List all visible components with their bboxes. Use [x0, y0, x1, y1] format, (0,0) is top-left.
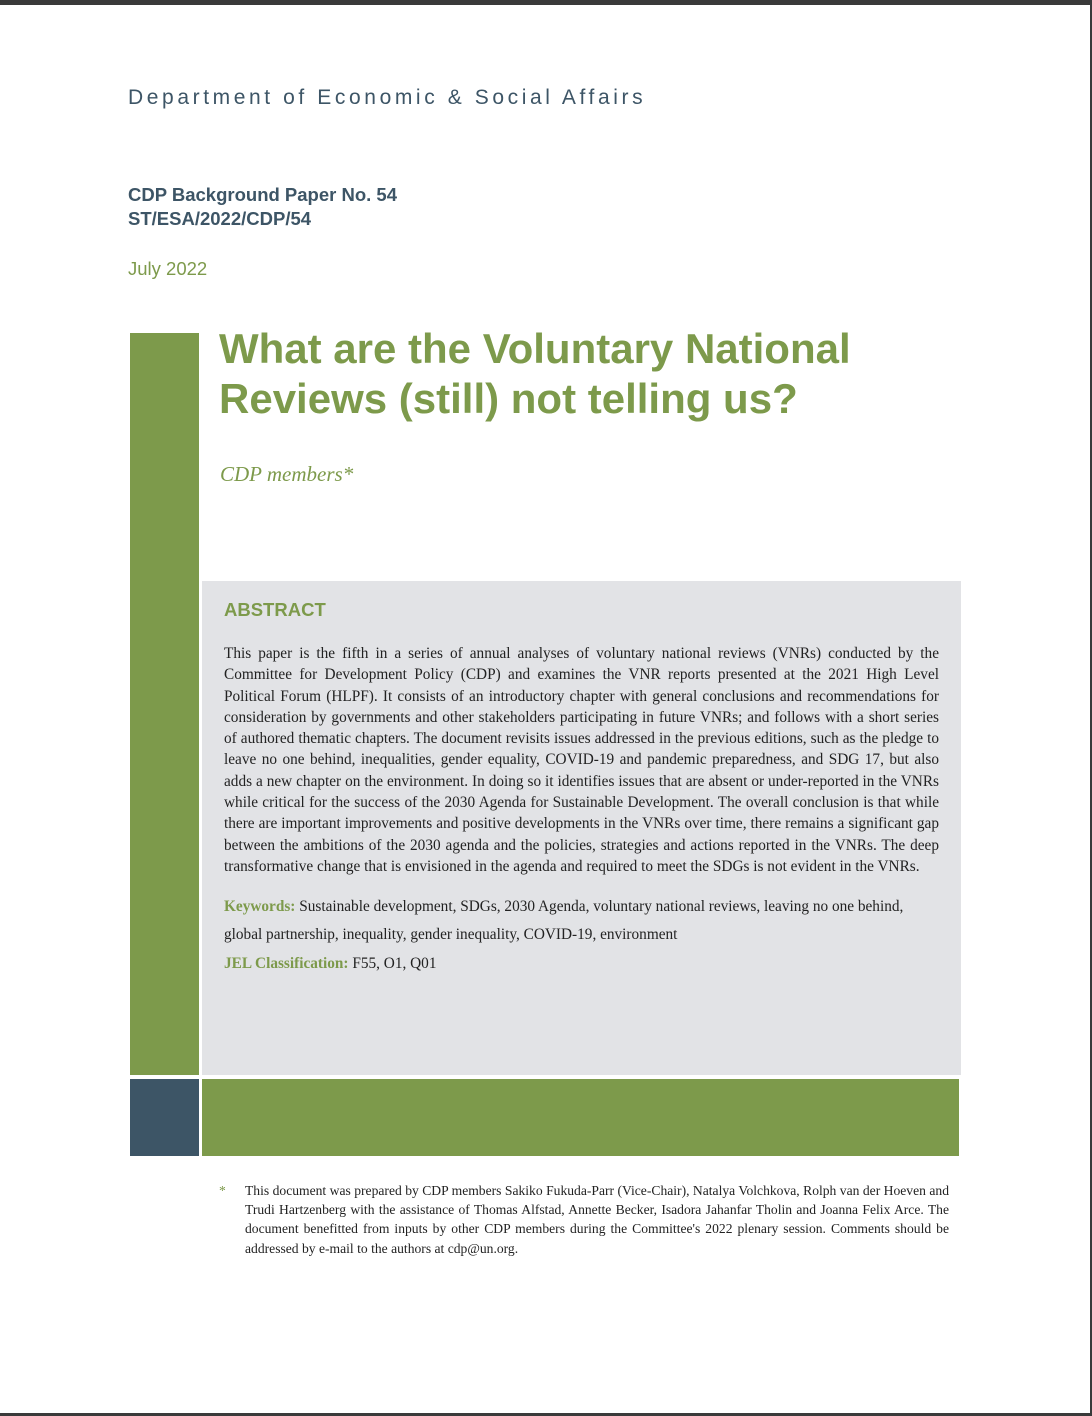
footer-green-band: [202, 1079, 959, 1156]
abstract-heading: ABSTRACT: [224, 599, 326, 620]
footnote-text: This document was prepared by CDP members Sakiko Fukuda-Parr (Vice-Chair), Natalya Volchkova, Rolph van der Hoeven and Trudi Hartzenberg with the assistance of Thomas Alfstad, Annette Becker, Isadora Jahanfar Tholin and Joanna Felix Arce. The document benefitted from inputs by other CDP members during the Committee's 2022 plenary session. Comments should be addressed by e-mail to the authors at cdp@un.org.: [245, 1183, 949, 1256]
department-name: Department of Economic & Social Affairs: [128, 86, 647, 109]
green-side-bar: [130, 333, 199, 1075]
page-title: [219, 324, 949, 424]
paper-number: CDP Background Paper No. 54: [128, 184, 398, 205]
keywords-label: Keywords:: [224, 898, 296, 916]
top-border: [0, 0, 1092, 5]
authors: CDP members*: [220, 462, 354, 486]
footer-dark-block: [130, 1079, 199, 1156]
document-code: ST/ESA/2022/CDP/54: [128, 208, 312, 229]
paper-identifier: [128, 183, 397, 231]
abstract-body: This paper is the fifth in a series of annual analyses of voluntary national reviews (VNRs) conducted by the Committee for Development Policy (CDP) and examines the VNR reports presented at the 2021 High Level Political Forum (HLPF). It consists of an introductory chapter with general conclusions and recommendations for consideration by governments and other stakeholders participating in future VNRs; and follows with a short series of authored thematic chapters. The document revisits issues addressed in the previous editions, such as the pledge to leave no one behind, inequalities, gender equality, COVID-19 and pandemic preparedness, and SDG 17, but also adds a new chapter on the environment. In doing so it identifies issues that are absent or under-reported in the VNRs while critical for the success of the 2030 Agenda for Sustainable Development. The overall conclusion is that while there are important improvements and positive developments in the VNRs over time, there remains a significant gap between the ambitions of the 2030 agenda and the policies, strategies and actions reported in the VNRs. The deep transformative change that is envisioned in the agenda and required to meet the SDGs is not evident in the VNRs.: [224, 645, 939, 875]
abstract-box: [202, 581, 961, 1075]
jel-classification: [224, 955, 939, 973]
keywords-text: Sustainable development, SDGs, 2030 Agenda, voluntary national reviews, leaving no one behind, global partnership, inequality, gender inequality, COVID-19, environment: [224, 898, 904, 944]
jel-label: JEL Classification:: [224, 955, 349, 973]
footnote: [219, 1181, 949, 1258]
publication-date: July 2022: [128, 258, 208, 279]
title-line-2: Reviews (still) not telling us?: [219, 375, 798, 422]
footnote-marker: *: [219, 1183, 226, 1198]
jel-text: F55, O1, Q01: [352, 955, 437, 973]
keywords: [224, 893, 939, 949]
title-line-1: What are the Voluntary National: [219, 325, 851, 372]
